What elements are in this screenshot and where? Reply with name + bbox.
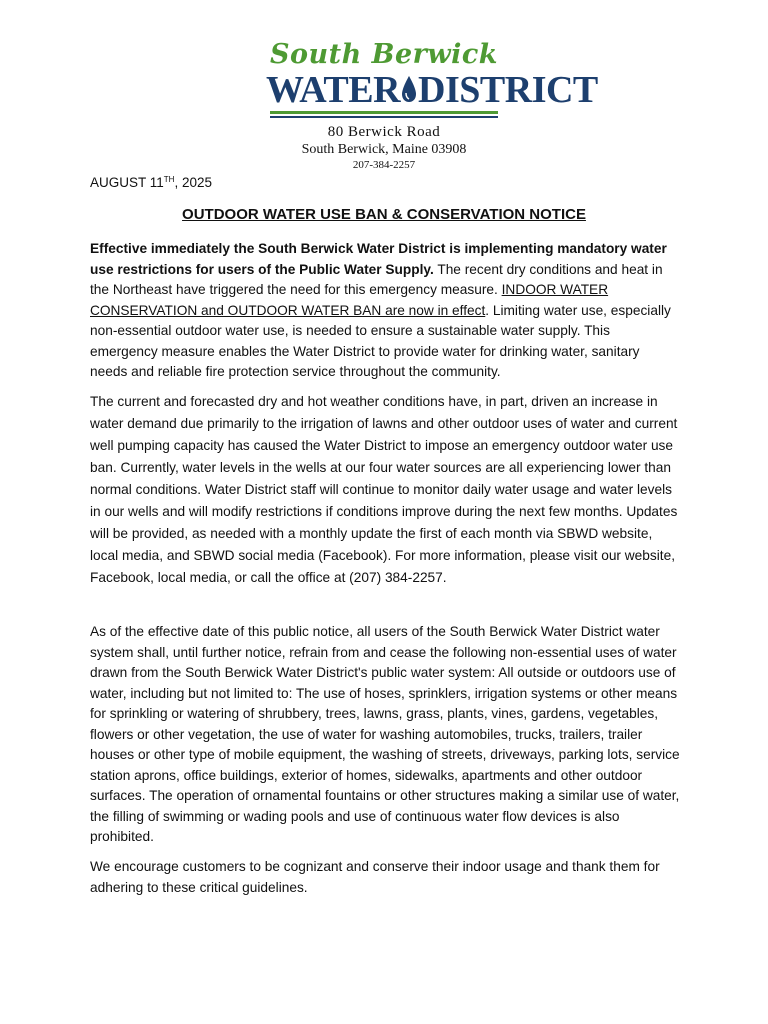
south-berwick-water-district-logo — [266, 39, 598, 122]
paragraph-conditions: The current and forecasted dry and hot weather conditions have, in part, driven an increase in water demand due primarily to the irrigation of lawns and other outdoor uses of water and current well pumping capacity has caused the Water District to impose an emergency outdoor water use ban. Currently, water levels in the wells at our four water sources are all experiencing lower than normal conditions. Water District staff will continue to monitor daily water usage and water levels in our wells and will modify restrictions if conditions improve during the next few months. Updates will be provided, as needed with a monthly update the first of each month via SBWD website, local media, and SBWD social media (Facebook). For more information, please visit our website, Facebook, local media, or call the office at (207) 384-2257. — [90, 394, 678, 585]
paragraph-closing: We encourage customers to be cognizant and conserve their indoor usage and thank them for adhering to these critical guidelines. — [90, 859, 660, 895]
notice-title: OUTDOOR WATER USE BAN & CONSERVATION NOTICE — [182, 206, 586, 223]
date-year: , 2025 — [174, 175, 212, 190]
paragraph-effective-immediately — [90, 239, 680, 383]
logo-name — [266, 69, 598, 111]
letterhead-phone: 207-384-2257 — [352, 159, 416, 171]
paragraph1-bold-lead: Effective immediately the South Berwick Water District is implementing mandatory water use restrictions for users of the Public Water Supply. — [90, 241, 667, 277]
date-month-day: AUGUST 11 — [90, 175, 164, 190]
logo-name-right: DISTRICT — [418, 69, 598, 111]
date-suffix: TH — [163, 175, 175, 184]
letterhead-street: 80 Berwick Road — [327, 124, 441, 140]
paragraph1-text-b: . Limiting water use, especially non-essential outdoor water use, is needed to ensure a sustainable water supply. This emergency measure enables the Water District to provide water for drinking water, sanitary needs and reliable fire protection service throughout the community. — [90, 302, 671, 379]
water-drop-icon — [401, 74, 417, 104]
letterhead-city: South Berwick, Maine 03908 — [301, 142, 467, 157]
logo-name-left: WATER — [266, 69, 401, 111]
logo-script-text: South Berwick — [269, 39, 498, 70]
paragraph1-underlined: INDOOR WATER CONSERVATION and OUTDOOR WATER BAN are now in effect — [90, 282, 609, 318]
logo-green-rule — [270, 111, 498, 114]
paragraph1-text-a: The recent dry conditions and heat in the Northeast have triggered the need for this emergency measure. — [90, 261, 663, 297]
notice-date — [90, 175, 212, 190]
paragraph-restrictions: As of the effective date of this public notice, all users of the South Berwick Water District water system shall, until further notice, refrain from and cease the following non-essential uses of water drawn from the South Berwick Water District's public water system: All outside or outdoors use of water, including but not limited to: The use of hoses, sprinklers, irrigation systems or other means for sprinkling or watering of shrubbery, trees, lawns, grass, plants, vines, gardens, vegetables, flowers or other vegetation, the use of water for washing automobiles, trucks, trailers, trailer houses or other type of mobile equipment, the washing of streets, driveways, parking lots, service station aprons, office buildings, exterior of homes, sidewalks, apartments and other outdoor surfaces. The operation of ornamental fountains or other structures making a similar use of water, the filling of swimming or wading pools and use of continuous water flow devices is also prohibited. — [90, 624, 680, 844]
logo-blue-rule — [270, 116, 498, 118]
